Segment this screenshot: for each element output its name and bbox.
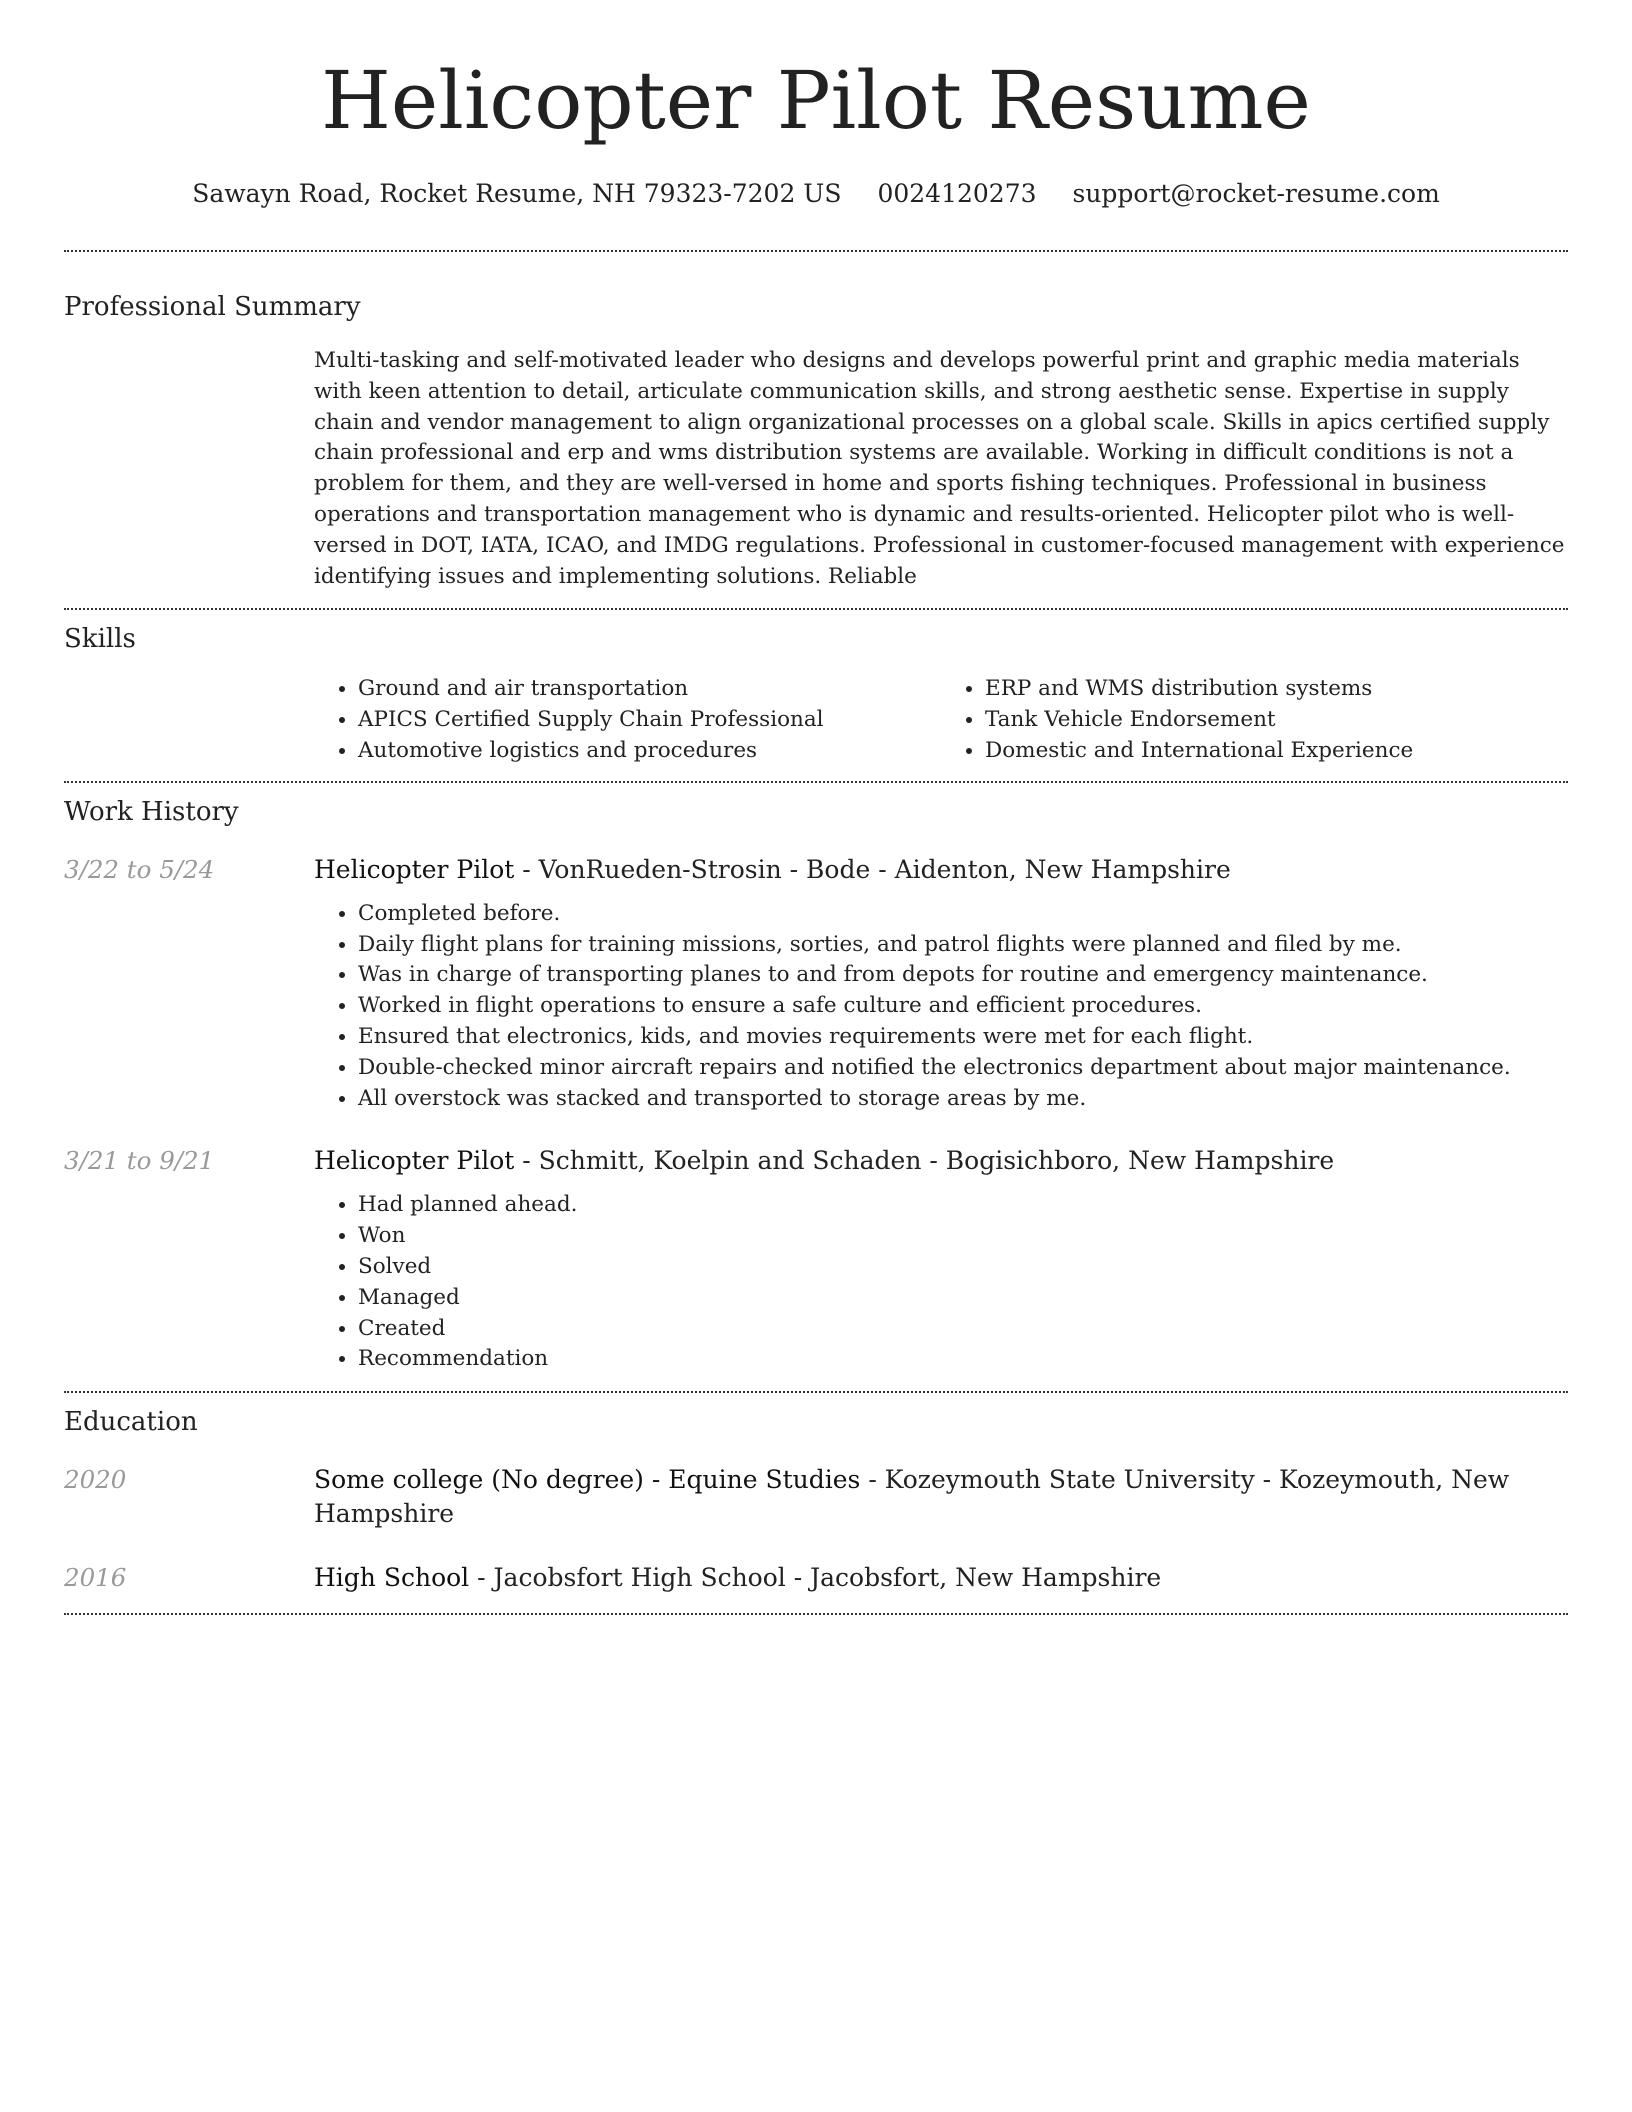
work-history-heading: Work History: [64, 796, 239, 827]
resume-title: Helicopter Pilot Resume: [321, 54, 1311, 147]
job-employer: - VonRueden-Strosin - Bode - Aidenton, New Hampshire: [514, 854, 1231, 884]
skills-heading: Skills: [64, 624, 136, 655]
job-bullets: [314, 899, 1568, 1115]
job-bullet: • Completed before.: [358, 899, 1568, 930]
job-bullet: • Solved: [358, 1252, 1568, 1283]
education-heading: Education: [64, 1407, 198, 1438]
job-bullet: • Double-checked minor aircraft repairs and notified the electronics department about major maintenance.: [358, 1053, 1568, 1084]
job-bullet: • Worked in flight operations to ensure a safe culture and efficient procedures.: [358, 991, 1568, 1022]
job-bullet: • Was in charge of transporting planes to and from depots for routine and emergency maintenance.: [358, 960, 1568, 991]
job-position: Helicopter Pilot: [314, 854, 515, 884]
education-heading-text: [314, 1561, 1568, 1595]
contact-line: [64, 178, 1568, 210]
job-dates: 3/21 to 9/21: [64, 1146, 215, 1176]
education-heading-text: [314, 1463, 1568, 1531]
job-bullet: • Had planned ahead.: [358, 1190, 1568, 1221]
job-bullet: • Recommendation: [358, 1344, 1568, 1375]
skill-item: • Domestic and International Experience: [985, 736, 1568, 767]
summary-text: Multi-tasking and self-motivated leader who designs and develops powerful print and graphic media materials with keen attention to detail, articulate communication skills, and strong aesthetic sense. Expertise in supply chain and vendor management to align organizational processes on a global scale. Skills in apics certified supply chain professional and erp and wms distribution systems are available. Working in difficult conditions is not a problem for them, and they are well-versed in home and sports fishing techniques. Professional in business operations and transportation management who is dynamic and results-oriented. Helicopter pilot who is well-versed in DOT, IATA, ICAO, and IMDG regulations. Professional in customer-focused management with experience identifying issues and implementing solutions. Reliable: [314, 348, 1565, 589]
education-date: 2020: [64, 1465, 127, 1495]
summary-heading: Professional Summary: [64, 292, 361, 322]
skill-item: • Automotive logistics and procedures: [358, 736, 941, 767]
job-dates: 3/22 to 5/24: [64, 854, 215, 884]
education-school: - Jacobsfort High School - Jacobsfort, New Hampshire: [469, 1563, 1162, 1593]
education-degree: High School: [314, 1563, 470, 1593]
address-text: Sawayn Road, Rocket Resume, NH 79323-7202 US: [192, 179, 842, 208]
job-bullet: • Won: [358, 1221, 1568, 1252]
divider: [64, 1613, 1568, 1615]
job-bullet: • Ensured that electronics, kids, and movies requirements were met for each flight.: [358, 1022, 1568, 1053]
job-bullet: • All overstock was stacked and transported to storage areas by me.: [358, 1084, 1568, 1115]
job-bullet: • Daily flight plans for training missions, sorties, and patrol flights were planned and filed by me.: [358, 930, 1568, 961]
skills-list-left: [314, 674, 941, 766]
education-entry: [64, 1463, 1568, 1531]
skill-item: • ERP and WMS distribution systems: [985, 674, 1568, 705]
education-entry: [64, 1561, 1568, 1595]
job-entry: [64, 853, 1568, 1115]
job-bullet: • Managed: [358, 1283, 1568, 1314]
summary-section: [64, 252, 1568, 608]
job-employer: - Schmitt, Koelpin and Schaden - Bogisichboro, New Hampshire: [514, 1146, 1335, 1176]
job-bullet: • Created: [358, 1314, 1568, 1345]
education-section: [64, 1393, 1568, 1613]
work-history-section: [64, 783, 1568, 1391]
job-heading: [314, 853, 1568, 887]
job-position: Helicopter Pilot: [314, 1146, 515, 1176]
education-date: 2016: [64, 1563, 127, 1593]
skill-item: • APICS Certified Supply Chain Professional: [358, 705, 941, 736]
skills-section: [64, 610, 1568, 780]
education-degree: Some college (No degree) - Equine Studies: [314, 1465, 861, 1495]
education-school: - Kozeymouth State University - Kozeymouth, New Hampshire: [314, 1465, 1510, 1529]
phone-text: 0024120273: [877, 179, 1037, 208]
skills-list-right: [941, 674, 1568, 766]
job-bullets: [314, 1190, 1568, 1375]
email-link[interactable]: support@rocket-resume.com: [1072, 179, 1440, 208]
job-heading: [314, 1144, 1568, 1178]
job-entry: [64, 1144, 1568, 1375]
skill-item: • Tank Vehicle Endorsement: [985, 705, 1568, 736]
skill-item: • Ground and air transportation: [358, 674, 941, 705]
